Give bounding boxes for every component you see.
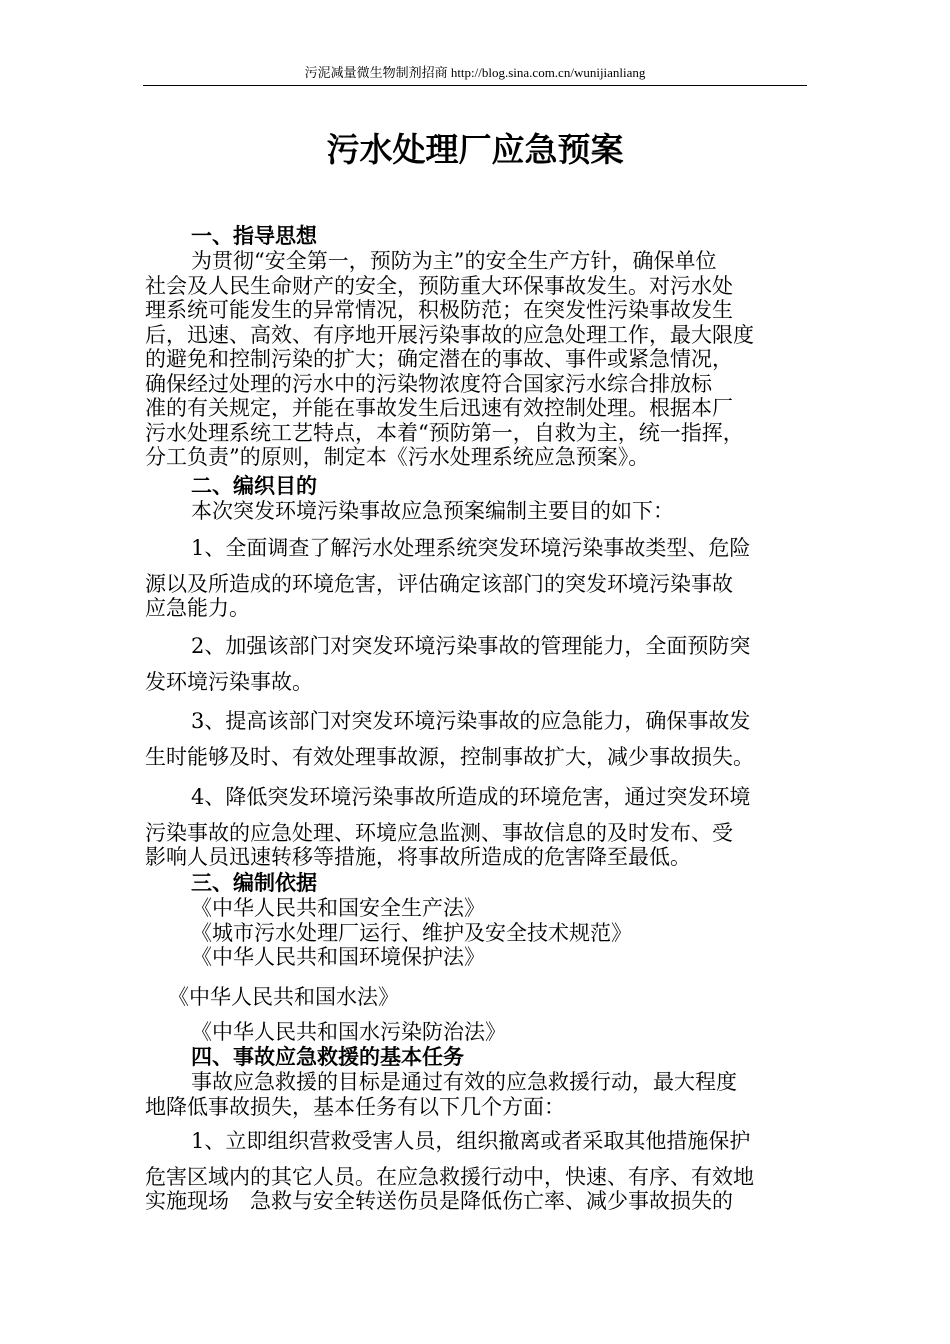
text-line: 源以及所造成的环境危害，评估确定该部门的突发环境污染事故 <box>145 572 733 596</box>
text-line: 应急能力。 <box>145 596 250 620</box>
text-line: 事故应急救援的目标是通过有效的应急救援行动，最大程度 <box>191 1070 737 1094</box>
text-line: 污染事故的应急处理、环境应急监测、事故信息的及时发布、受 <box>145 821 733 845</box>
section4-intro <box>145 1070 810 1119</box>
text-line: 为贯彻“安全第一，预防为主”的安全生产方针，确保单位 <box>191 249 717 273</box>
text-line: 准的有关规定，并能在事故发生后迅速有效控制处理。根据本厂 <box>145 396 733 420</box>
section3-heading: 三、编制依据 <box>191 871 317 895</box>
reference-item: 《中华人民共和国水法》 <box>168 985 399 1009</box>
document-title: 污水处理厂应急预案 <box>326 130 624 169</box>
section2-item4 <box>145 779 810 870</box>
text-line: 分工负责”的原则，制定本《污水处理系统应急预案》。 <box>145 445 650 469</box>
reference-item: 《城市污水处理厂运行、维护及安全技术规范》 <box>191 920 632 945</box>
text-line: 2、加强该部门对突发环境污染事故的管理能力，全面预防突 <box>191 634 751 658</box>
text-line: 3、提高该部门对突发环境污染事故的应急能力，确保事故发 <box>191 709 751 733</box>
section4-heading: 四、事故应急救援的基本任务 <box>191 1045 464 1069</box>
section1-body <box>145 249 810 470</box>
text-line: 影响人员迅速转移等措施，将事故所造成的危害降至最低。 <box>145 845 691 869</box>
reference-item: 《中华人民共和国环境保护法》 <box>191 945 485 969</box>
text-line: 发环境污染事故。 <box>145 670 313 694</box>
text-line: 实施现场 急救与安全转送伤员是降低伤亡率、减少事故损失的 <box>145 1189 733 1213</box>
reference-item: 《中华人民共和国安全生产法》 <box>191 896 485 920</box>
section2-heading: 二、编织目的 <box>191 474 317 498</box>
section1-heading: 一、指导思想 <box>191 224 317 248</box>
text-line: 1、立即组织营救受害人员，组织撤离或者采取其他措施保护 <box>191 1129 751 1153</box>
section2-item1 <box>145 530 810 621</box>
text-line: 1、全面调查了解污水处理系统突发环境污染事故类型、危险 <box>191 536 751 560</box>
text-line: 污水处理系统工艺特点，本着“预防第一，自救为主，统一指挥， <box>145 420 744 445</box>
section2-intro: 本次突发环境污染事故应急预案编制主要目的如下： <box>191 499 674 523</box>
header-rule <box>143 85 807 86</box>
text-line: 生时能够及时、有效处理事故源，控制事故扩大，减少事故损失。 <box>145 745 754 769</box>
page-header: 污泥减量微生物制剂招商 http://blog.sina.com.cn/wunijianliang <box>304 65 646 80</box>
text-line: 确保经过处理的污水中的污染物浓度符合国家污水综合排放标 <box>145 371 712 396</box>
text-line: 的避免和控制污染的扩大；确定潜在的事故、事件或紧急情况， <box>145 347 733 371</box>
reference-item: 《中华人民共和国水污染防治法》 <box>191 1020 506 1044</box>
text-line: 后，迅速、高效、有序地开展污染事故的应急处理工作，最大限度 <box>145 322 754 347</box>
text-line: 危害区域内的其它人员。在应急救援行动中，快速、有序、有效地 <box>145 1165 754 1189</box>
text-line: 社会及人民生命财产的安全，预防重大环保事故发生。对污水处 <box>145 273 733 298</box>
section2-item3 <box>145 703 810 775</box>
text-line: 地降低事故损失，基本任务有以下几个方面： <box>145 1094 565 1119</box>
section3-refs <box>191 896 856 970</box>
section4-item1 <box>145 1123 810 1214</box>
text-line: 理系统可能发生的异常情况，积极防范；在突发性污染事故发生 <box>145 298 733 322</box>
text-line: 4、降低突发环境污染事故所造成的环境危害，通过突发环境 <box>191 785 751 809</box>
section2-item2 <box>145 628 810 700</box>
